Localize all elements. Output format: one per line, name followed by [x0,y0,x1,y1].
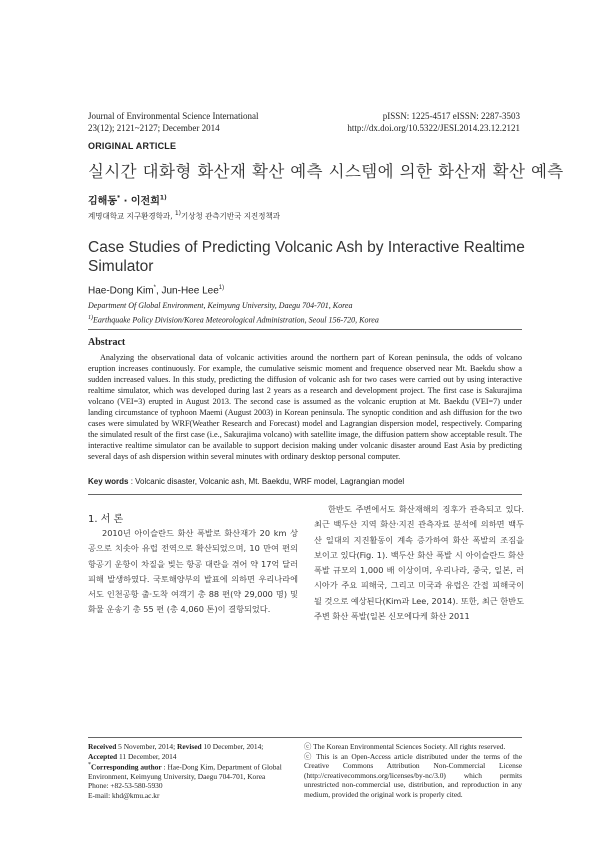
author-ko-1: 김해동 [88,196,117,207]
affil-ko-sup: 1) [174,210,182,217]
journal-name: Journal of Environmental Science International [88,111,259,121]
corresponding-line [88,761,293,781]
corr-sup: * [88,762,91,768]
body-column-left: 2010년 아이슬란드 화산 폭발로 화산재가 20 km 상공으로 치솟아 유럽 전역으로 확산되었으며, 10 만여 편의 항공기 운항이 차질을 빚는 항공 대란을 겪어 약 17억 달러 피해 발생하였다. 국토해양부의 발표에 의하면 우리나라에서도 인천공항 출·도착 여객기 총 88 편(약 29,000 명) 및 화물 운송기 총 55 편 (총 4,060 톤)이 결항되었다. [88,528,298,615]
received-label: Received [88,742,117,751]
authors-english [88,285,224,296]
section-heading: 1. 서 론 [88,514,124,525]
journal-ids [347,110,520,134]
divider-mid [88,494,522,495]
phone: Phone: +82-53-580-5930 [88,781,163,791]
keywords-label: Key words [88,477,129,486]
affil-ko-2: 기상청 관측기반국 지진정책과 [181,211,280,221]
accepted-label: Accepted [88,751,118,761]
journal-issue: 23(12); 2121~2127; December 2014 [88,123,220,133]
body-column-right: 한반도 주변에서도 화산재해의 징후가 관측되고 있다. 최근 백두산 지역 화산·지진 관측자료 분석에 의하면 백두산 일대의 지진활동이 계속 증가하여 화산 폭발의 조짐을 보이고 있다(Fig. 1). 백두산 화산 폭발 시 아이슬란드 화산 폭발 규모의 1,000 배 이상이며, 우리나라, 중국, 일본, 러시아가 주요 피해국, 그리고 미국과 유럽은 간접 피해국이 될 것으로 예상된다(Kim과 Lee, 2014). 또한, 최근 한반도 주변 화산 폭발(일본 신모에다케 화산 2011 [314,504,524,622]
author-en-sup-2: 1) [218,285,225,291]
corr-label: Corresponding author [91,762,162,772]
received-line [88,742,293,752]
footnote-left [88,742,293,800]
author-ko-2: · 이전희 [120,196,160,207]
revised-label: Revised [177,742,202,751]
article-type: ORIGINAL ARTICLE [88,141,177,151]
affil-en-1: Department Of Global Environment, Keimyung University, Daegu 704-701, Korea [88,301,353,310]
title-english: Case Studies of Predicting Volcanic Ash by Interactive Realtime Simulator [88,239,525,275]
author-en-sup-1: * [153,285,156,291]
author-ko-sup-1: * [116,194,121,202]
affil-ko-1: 계명대학교 지구환경학과, [88,211,175,221]
abstract-text: Analyzing the observational data of volcanic activities around the northern part of Korean peninsula, the odds of volcano eruption increases continuously. For example, the cumulative seismic moment and frequence observed near Mt. Baekdu show a sudden increased values. In this study, predicting the diffusion of volcanic ash for two cases were carried out by using interactive realtime simulator, which was developed during last 2 years as a research and development project. The first case is Sakurajima volcano (VEI=3) erupted in August 2013. The second case is assumed as the volcanic eruption at Mt. Baekdu (VEI=7) under landing circumstance of typhoon Maemi (August 2003) in Korean peninsula. The synoptic condition and ash diffusion for the two cases were simulated by WRF(Weather Research and Forecast) model and Lagrangian dispersion model, respectively. Comparing the simulated result of the first case (i.e., Sakurajima volcano) with satellite image, the diffusion pattern show acceptable result. The interactive realtime simulator can be available to support decision making under volcanic disaster around East Asia by predicting several days of ash dispersion within several minutes with ordinary desktop personal computer. [88,353,522,461]
license-2: ⓒ This is an Open-Access article distributed under the terms of the Creative Commons Attribution Non-Commercial License (http://creativecommons.org/licenses/by-nc/3.0) which permits unrestricted non-commercial use, distribution, and reproduction in any medium, provided the original work is properly cited. [304,751,522,799]
journal-issn: pISSN: 1225-4517 eISSN: 2287-3503 [382,111,520,121]
keywords [88,477,404,486]
accepted-line [88,752,293,762]
author-ko-sup-2: 1) [159,194,167,202]
journal-info [88,110,258,134]
accepted-date: 11 December, 2014 [117,751,177,761]
revised-date: 10 December, 2014; [201,742,264,751]
journal-doi[interactable]: http://dx.doi.org/10.5322/JESI.2014.23.12.2121 [347,123,520,133]
affil-en-line-2 [88,312,379,327]
divider-top [88,329,522,330]
affil-en-sup: 1) [88,315,93,321]
received-date: 5 November, 2014; [116,742,177,751]
email[interactable]: E-mail: khd@kmu.ac.kr [88,790,160,800]
affil-en-2: Earthquake Policy Division/Korea Meteorological Administration, Seoul 156-720, Korea [93,315,379,325]
license-1: ⓒ The Korean Environmental Sciences Society. All rights reserved. [304,742,506,751]
affiliation-korean [88,210,280,222]
footnote-right [304,742,522,799]
divider-footnote [88,737,522,738]
title-korean: 실시간 대화형 화산재 확산 예측 시스템에 의한 화산재 확산 예측 [88,162,564,181]
keywords-list: : Volcanic disaster, Volcanic ash, Mt. Baekdu, WRF model, Lagrangian model [128,477,405,486]
corr-text: : Hae-Dong Kim, Department of Global Environment, Keimyung University, Daegu 704-701, Korea [88,762,282,781]
affiliation-english [88,300,379,327]
authors-korean [88,192,167,207]
abstract-heading: Abstract [88,337,126,348]
author-en-2: , Jun-Hee Lee [155,285,219,297]
author-en-1: Hae-Dong Kim [88,285,154,297]
